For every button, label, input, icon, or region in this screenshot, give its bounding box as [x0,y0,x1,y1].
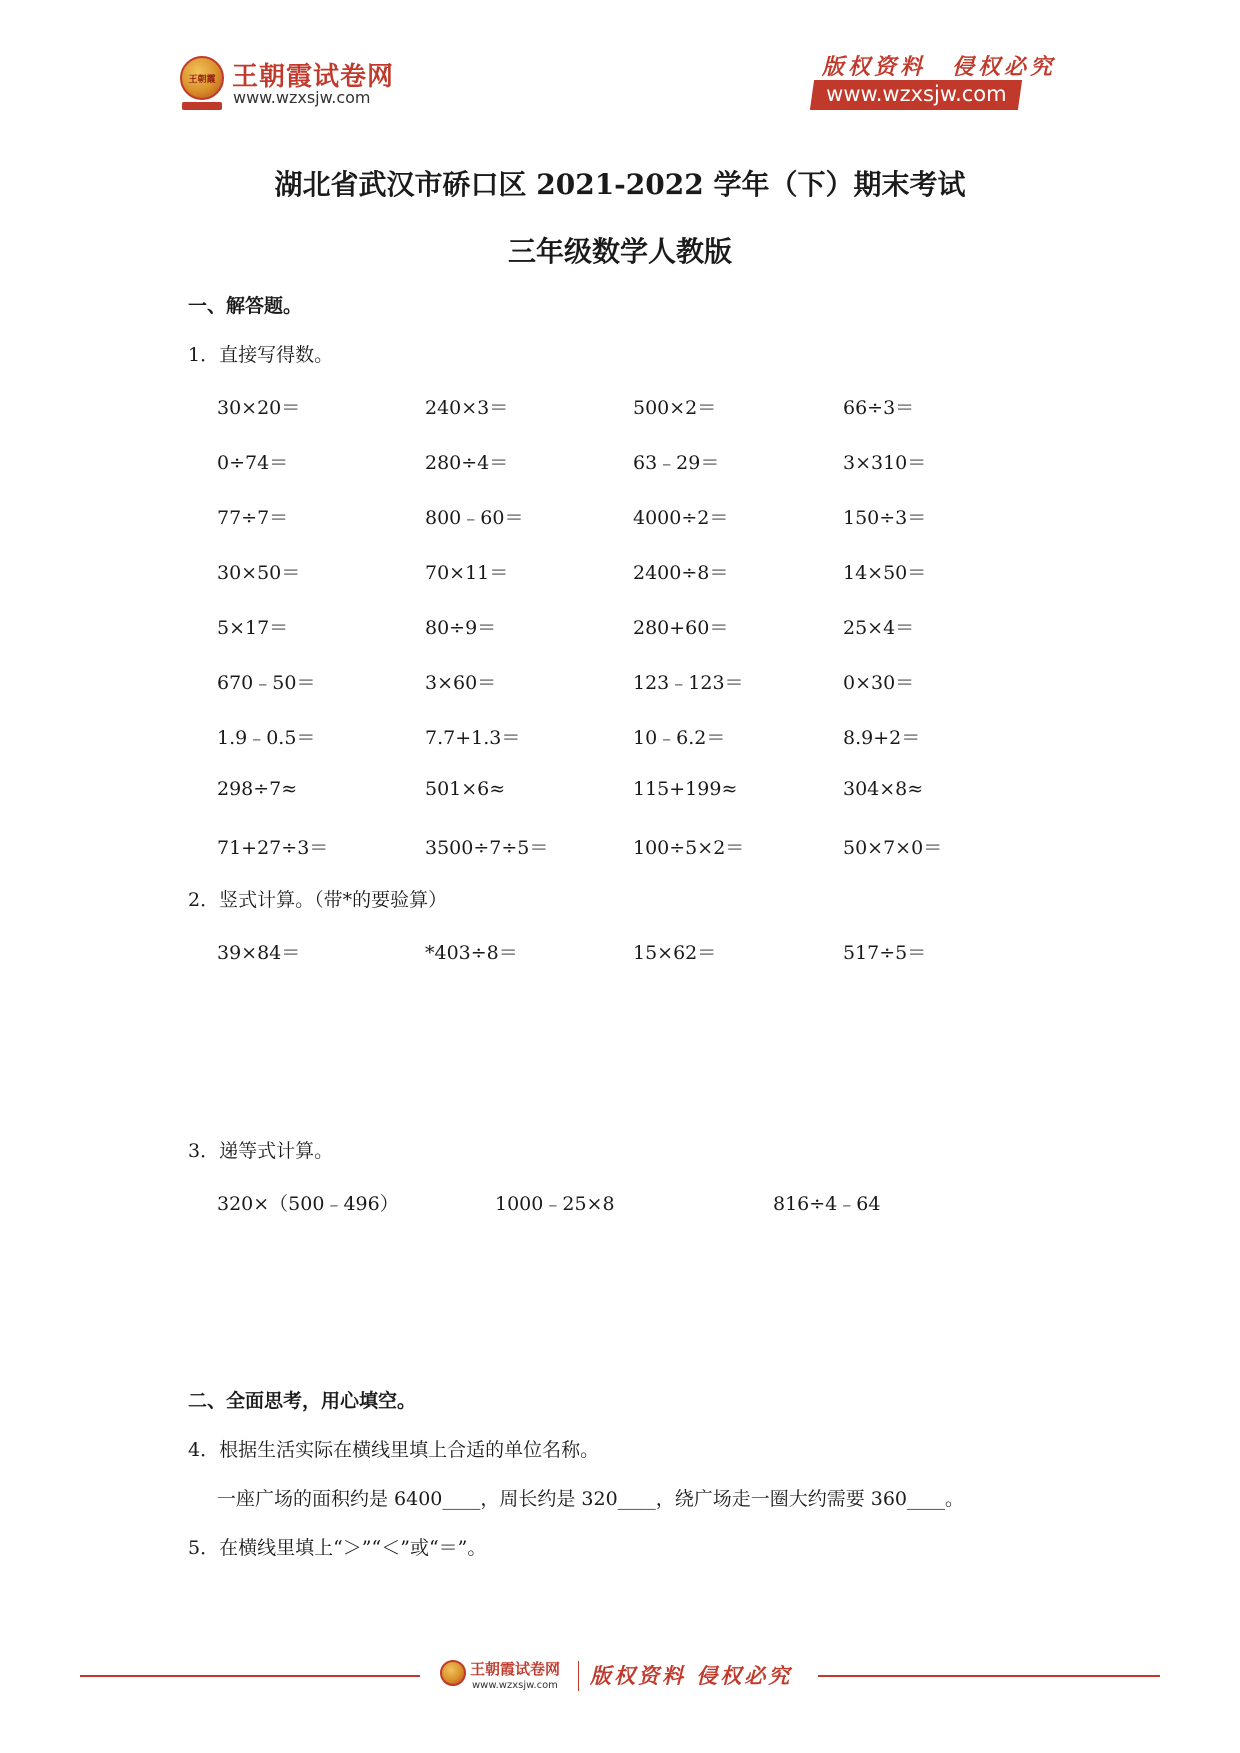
logo-seal-icon [180,56,224,100]
header-brand-name: 王朝霞试卷网 [232,62,395,92]
q2-item: *403÷8＝ [425,942,518,964]
page-title: 湖北省武汉市硚口区 2021-2022 学年（下）期末考试 [274,168,966,201]
q1-item: 70×11＝ [425,562,509,584]
q1-item: 30×50＝ [217,562,301,584]
footer-line-left [80,1675,420,1677]
logo-seal-text: 王朝霞 [188,74,216,85]
footer-separator [578,1661,579,1691]
footer-brand-url: www.wzxsjw.com [472,1680,558,1691]
q1-item: 80÷9＝ [425,617,497,639]
q1-item: 0÷74＝ [217,452,289,474]
q1-item: 670﹣50＝ [217,672,316,694]
q1-item: 71+27÷3＝ [217,837,329,859]
header-copyright-url-banner [810,80,1023,110]
q1-item: 240×3＝ [425,397,509,419]
q1-item: 66÷3＝ [843,397,915,419]
header-copyright: 版权资料 侵权必究 [822,54,1057,80]
q1-item: 150÷3＝ [843,507,927,529]
q1-item: 123﹣123＝ [633,672,744,694]
footer-copyright: 版权资料 侵权必究 [590,1663,793,1688]
section2-heading: 二、全面思考，用心填空。 [188,1390,417,1412]
q1-item: 30×20＝ [217,397,301,419]
q3-item: 1000﹣25×8 [495,1193,615,1215]
q3-item: 320×（500﹣496） [217,1193,399,1215]
q1-item: 115+199≈ [633,778,738,800]
q1-item: 25×4＝ [843,617,915,639]
section1-heading: 一、解答题。 [188,295,303,317]
header-brand-url: www.wzxsjw.com [233,88,371,107]
q1-item: 50×7×0＝ [843,837,943,859]
q1-item: 4000÷2＝ [633,507,729,529]
footer-brand-name: 王朝霞试卷网 [470,1660,561,1678]
q1-item: 501×6≈ [425,778,506,800]
q1-item: 2400÷8＝ [633,562,729,584]
q2-item: 15×62＝ [633,942,717,964]
q1-item: 5×17＝ [217,617,289,639]
q1-item: 77÷7＝ [217,507,289,529]
q1-item: 0×30＝ [843,672,915,694]
q3-label: 3．递等式计算。 [188,1140,334,1162]
logo-ribbon [182,102,222,110]
q1-item: 3500÷7÷5＝ [425,837,549,859]
q1-item: 304×8≈ [843,778,924,800]
q1-item: 14×50＝ [843,562,927,584]
q1-item: 7.7+1.3＝ [425,727,521,749]
q5-label: 5．在横线里填上“＞”“＜”或“＝”。 [188,1537,487,1559]
q1-item: 3×60＝ [425,672,497,694]
q1-item: 800﹣60＝ [425,507,524,529]
q1-item: 280+60＝ [633,617,729,639]
q2-item: 39×84＝ [217,942,301,964]
page-subtitle: 三年级数学人教版 [507,235,732,268]
q1-item: 3×310＝ [843,452,927,474]
footer-line-right [818,1675,1160,1677]
q1-item: 280÷4＝ [425,452,509,474]
q2-label: 2．竖式计算。（带*的要验算） [188,889,448,911]
q1-item: 8.9+2＝ [843,727,921,749]
q1-item: 63﹣29＝ [633,452,720,474]
q1-item: 1.9﹣0.5＝ [217,727,316,749]
footer-seal-icon [440,1660,466,1686]
q4-text: 一座广场的面积约是 6400____，周长约是 320____，绕广场走一圈大约需要 360____。 [217,1488,965,1510]
header-copyright-url: www.wzxsjw.com [826,82,1007,106]
q1-item: 100÷5×2＝ [633,837,745,859]
q3-item: 816÷4﹣64 [773,1193,881,1215]
q1-label: 1．直接写得数。 [188,344,334,366]
q4-label: 4．根据生活实际在横线里填上合适的单位名称。 [188,1439,600,1461]
q2-item: 517÷5＝ [843,942,927,964]
q1-item: 10﹣6.2＝ [633,727,726,749]
q1-item: 500×2＝ [633,397,717,419]
header-logo [180,56,224,110]
q1-item: 298÷7≈ [217,778,298,800]
